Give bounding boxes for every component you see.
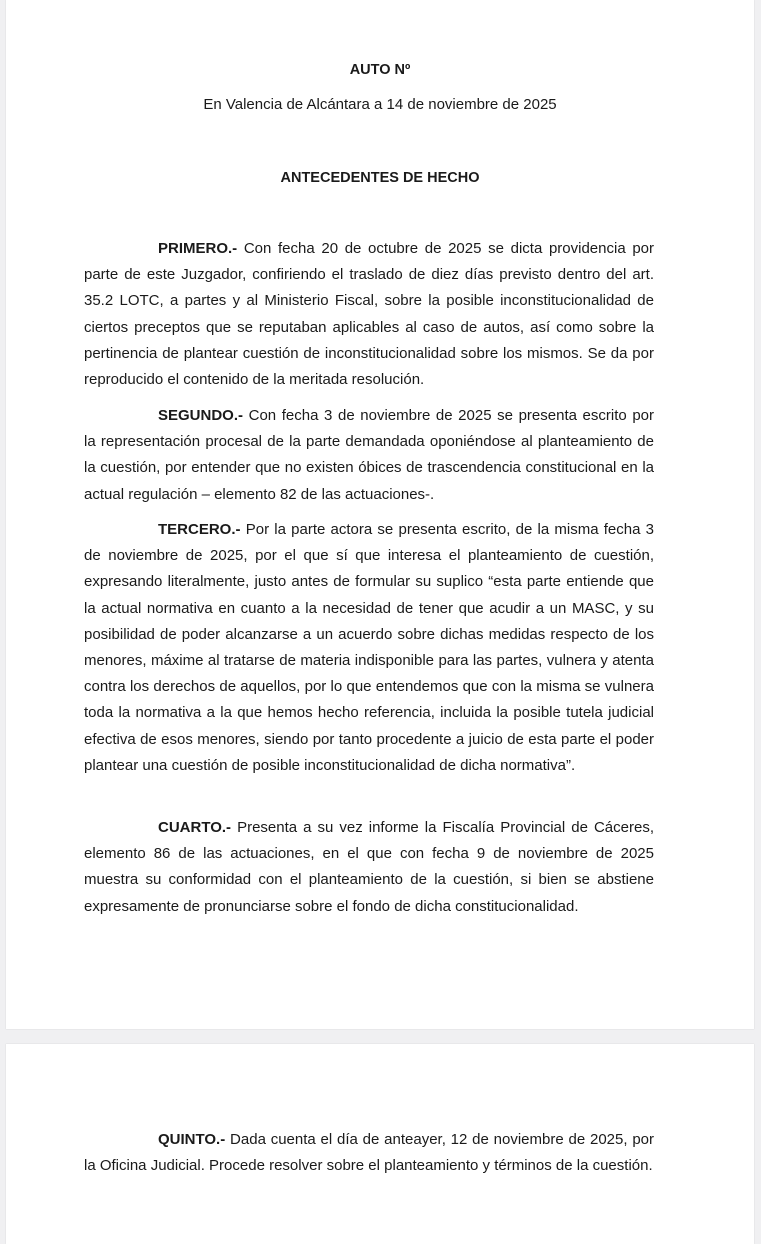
document-title: AUTO Nº (349, 62, 411, 78)
paragraph-quinto (84, 1127, 654, 1179)
place-date-line: En Valencia de Alcántara a 14 de noviembre de 2025 (203, 96, 557, 113)
paragraph-text: Presenta a su vez informe la Fiscalía Provincial de Cáceres, elemento 86 de las actuaciones, en el que con fecha 9 de noviembre de 2025 muestra su conformidad con el planteamiento de la cuestión, si bien se abstiene expresamente de pronunciarse sobre el fondo de dicha constitucionalidad. (84, 819, 654, 915)
paragraph-text: Con fecha 20 de octubre de 2025 se dicta providencia por parte de este Juzgador, confiriendo el traslado de diez días previsto dentro del art. 35.2 LOTC, a partes y al Ministerio Fiscal, sobre la posible inconstitucionalidad de ciertos preceptos que se reputaban aplicables al caso de autos, así como sobre la pertinencia de plantear cuestión de inconstitucionalidad sobre los mismos. Se da por reproducido el contenido de la meritada resolución. (84, 240, 655, 389)
paragraph-heading: QUINTO.- (158, 1131, 226, 1148)
paragraph-text: Dada cuenta el día de anteayer, 12 de noviembre de 2025, por la Oficina Judicial. Procede resolver sobre el planteamiento y términos de la cuestión. (84, 1131, 655, 1175)
section-title: ANTECEDENTES DE HECHO (280, 170, 480, 186)
paragraph-heading: CUARTO.- (158, 819, 232, 836)
paragraph-heading: PRIMERO.- (158, 240, 238, 257)
document-page-2 (6, 1044, 754, 1244)
paragraph-cuarto (84, 815, 654, 920)
paragraph-text: Con fecha 3 de noviembre de 2025 se presenta escrito por la representación procesal de la parte demandada oponiéndose al planteamiento de la cuestión, por entender que no existen óbices de trascendencia constitucional en la actual regulación – elemento 82 de las actuaciones-. (84, 407, 655, 503)
paragraph-segundo (84, 403, 654, 508)
paragraph-tercero (84, 517, 654, 779)
document-page-1 (6, 0, 754, 1029)
paragraph-heading: TERCERO.- (158, 521, 241, 538)
paragraph-text: Por la parte actora se presenta escrito, de la misma fecha 3 de noviembre de 2025, por el que sí que interesa el planteamiento de cuestión, expresando literalmente, justo antes de formular su suplico “esta parte entiende que la actual normativa en cuanto a la necesidad de tener que acudir a un MASC, y su posibilidad de poder alcanzarse a un acuerdo sobre dichas medidas respecto de los menores, máxime al tratarse de materia indisponible para las partes, vulnera y atenta contra los derechos de aquellos, por lo que entendemos que con la misma se vulnera toda la normativa a la que hemos hecho referencia, incluida la posible tutela judicial efectiva de esos menores, siendo por tanto procedente a juicio de esta parte el poder plantear una cuestión de posible inconstitucionalidad de dicha normativa”. (84, 521, 654, 774)
paragraph-heading: SEGUNDO.- (158, 407, 244, 424)
paragraph-primero (84, 236, 654, 393)
